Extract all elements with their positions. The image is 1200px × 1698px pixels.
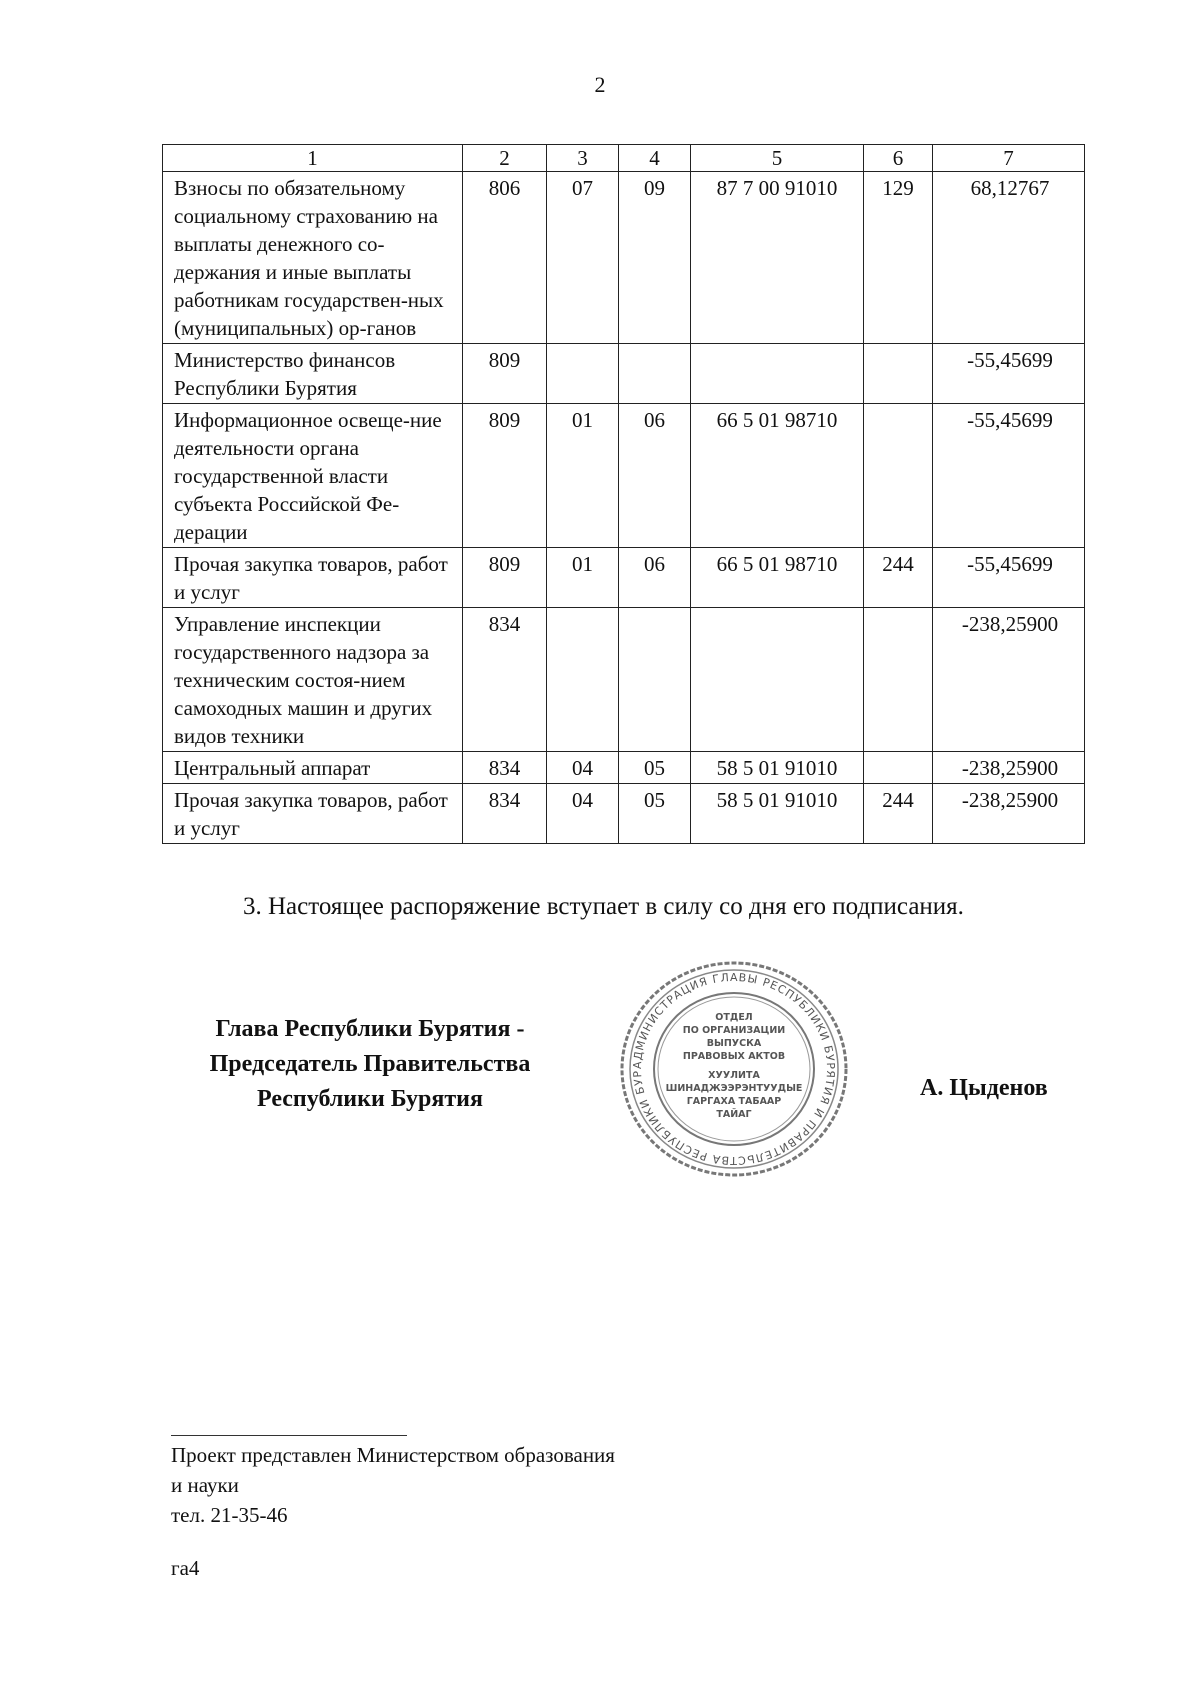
seal-line: ГАРГАХА ТАБААР [686, 1096, 782, 1107]
seal-line: ВЫПУСКА [706, 1038, 762, 1049]
row-code-cell: 06 [619, 548, 691, 608]
seal-line: ПО ОРГАНИЗАЦИИ [682, 1025, 786, 1036]
row-amount-cell: 68,12767 [933, 172, 1085, 344]
row-code-cell: 129 [864, 172, 933, 344]
svg-text:АДМИНИСТРАЦИЯ ГЛАВЫ РЕСПУБЛИКИ [618, 958, 837, 1167]
row-code-cell [547, 608, 619, 752]
column-header: 4 [619, 145, 691, 172]
column-header: 3 [547, 145, 619, 172]
row-description-cell: Взносы по обязательному социальному страхованию на выплаты денежного со-держания и иные выплаты работникам государствен-ных (муниципальных) ор-ганов [163, 172, 463, 344]
official-seal-icon [618, 958, 850, 1180]
row-description-cell: Управление инспекции государственного надзора за техническим состоя-нием самоходных машин и других видов техники [163, 608, 463, 752]
table-row [163, 608, 1085, 752]
row-code-cell: 58 5 01 91010 [691, 752, 864, 784]
page-number: 2 [594, 72, 606, 97]
row-description-cell: Прочая закупка товаров, работ и услуг [163, 548, 463, 608]
row-amount-cell: -55,45699 [933, 548, 1085, 608]
seal-line: ОТДЕЛ [715, 1012, 753, 1023]
seal-line: ШИНАДЖЭЭРЭНТУУДЫЕ [665, 1083, 803, 1094]
table-header-row [163, 145, 1085, 172]
footnote-line: Проект представлен Министерством образования [171, 1443, 615, 1467]
row-amount-cell: -238,25900 [933, 784, 1085, 844]
row-code-cell: 87 7 00 91010 [691, 172, 864, 344]
signer-title-line: Глава Республики Бурятия - [215, 1016, 525, 1042]
footnote [171, 1440, 615, 1530]
table-row [163, 344, 1085, 404]
column-header: 2 [463, 145, 547, 172]
row-code-cell [864, 404, 933, 548]
seal-line: ТАЙАГ [716, 1109, 752, 1120]
row-code-cell: 09 [619, 172, 691, 344]
row-code-cell: 244 [864, 548, 933, 608]
column-header: 6 [864, 145, 933, 172]
document-code: га4 [171, 1556, 200, 1580]
table-row [163, 172, 1085, 344]
row-code-cell: 66 5 01 98710 [691, 548, 864, 608]
signer-name: А. Цыденов [920, 1075, 1048, 1101]
column-header: 5 [691, 145, 864, 172]
row-description-cell: Прочая закупка товаров, работ и услуг [163, 784, 463, 844]
row-amount-cell: -55,45699 [933, 404, 1085, 548]
row-code-cell [691, 608, 864, 752]
row-code-cell: 244 [864, 784, 933, 844]
row-code-cell [619, 608, 691, 752]
table-row [163, 404, 1085, 548]
row-amount-cell: -55,45699 [933, 344, 1085, 404]
row-description-cell: Министерство финансов Республики Бурятия [163, 344, 463, 404]
row-code-cell: 66 5 01 98710 [691, 404, 864, 548]
row-code-cell: 809 [463, 548, 547, 608]
row-code-cell: 07 [547, 172, 619, 344]
seal-line: ХУУЛИТА [708, 1070, 760, 1081]
effective-date-clause: 3. Настоящее распоряжение вступает в силу со дня его подписания. [243, 893, 964, 920]
column-header: 1 [163, 145, 463, 172]
row-code-cell [691, 344, 864, 404]
row-code-cell [619, 344, 691, 404]
row-amount-cell: -238,25900 [933, 608, 1085, 752]
row-code-cell: 58 5 01 91010 [691, 784, 864, 844]
row-code-cell: 04 [547, 752, 619, 784]
row-description-cell: Центральный аппарат [163, 752, 463, 784]
footnote-line: тел. 21-35-46 [171, 1503, 288, 1527]
signer-title-line: Председатель Правительства [209, 1051, 531, 1077]
table-row [163, 548, 1085, 608]
row-description-cell: Информационное освеще-ние деятельности органа государственной власти субъекта Российской Фе-дерации [163, 404, 463, 548]
row-code-cell: 04 [547, 784, 619, 844]
row-code-cell: 834 [463, 752, 547, 784]
row-code-cell: 809 [463, 344, 547, 404]
row-code-cell [864, 608, 933, 752]
row-code-cell [547, 344, 619, 404]
seal-line: ПРАВОВЫХ АКТОВ [682, 1051, 786, 1062]
table-row [163, 784, 1085, 844]
row-code-cell: 06 [619, 404, 691, 548]
row-amount-cell: -238,25900 [933, 752, 1085, 784]
row-code-cell: 05 [619, 784, 691, 844]
row-code-cell: 834 [463, 784, 547, 844]
row-code-cell: 01 [547, 404, 619, 548]
row-code-cell [864, 344, 933, 404]
budget-table [162, 144, 1085, 844]
row-code-cell [864, 752, 933, 784]
column-header: 7 [933, 145, 1085, 172]
seal-ring-text: АДМИНИСТРАЦИЯ ГЛАВЫ РЕСПУБЛИКИ БУРЯТИЯ И ПРАВИТЕЛЬСТВА РЕСПУБЛИКИ БУР [630, 970, 838, 1168]
footnote-line: и науки [171, 1473, 239, 1497]
signer-title [160, 1012, 580, 1117]
table-row [163, 752, 1085, 784]
signer-title-line: Республики Бурятия [256, 1086, 483, 1112]
footnote-divider [171, 1435, 407, 1436]
row-code-cell: 05 [619, 752, 691, 784]
row-code-cell: 01 [547, 548, 619, 608]
row-code-cell: 806 [463, 172, 547, 344]
row-code-cell: 809 [463, 404, 547, 548]
row-code-cell: 834 [463, 608, 547, 752]
